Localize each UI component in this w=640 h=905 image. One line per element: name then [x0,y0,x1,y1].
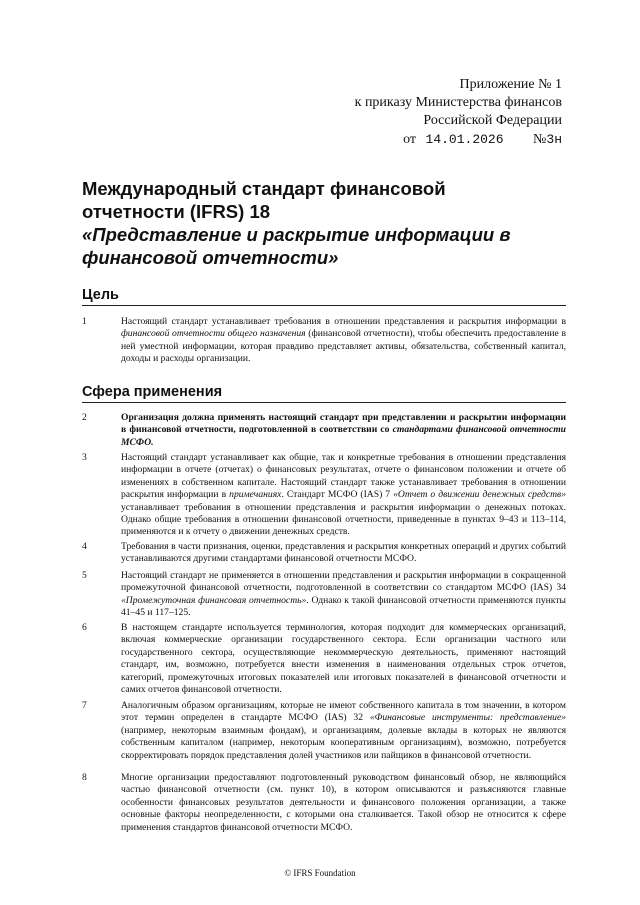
order-date: 14.01.2026 [425,132,504,147]
appendix-line-1: Приложение № 1 [459,77,562,92]
paragraph-4 [82,541,566,566]
paragraph-1 [82,316,566,366]
title-line-1: Международный стандарт финансовой [82,178,446,199]
paragraph-number: 6 [82,622,87,633]
page-footer: © IFRS Foundation [284,868,356,878]
paragraph-text: Организация должна применять настоящий стандарт при представлении и раскрытии информации в финансовой отчетности, подготовленной в соответствии со стандартами финансовой отчетности МСФО. [121,412,566,448]
paragraph-text: Многие организации предоставляют подготовленный руководством финансовый обзор, не являющийся частью финансовой отчетности (см. пункт 10), в котором описываются и разъясняются главные особенности финансовых результатов деятельности и финансового положения организации, а также основные факторы неопределенности, с которыми она сталкивается. Такой обзор не относится к сфере применения стандартов финансовой отчетности МСФО. [121,772,566,833]
paragraph-number: 1 [82,316,87,327]
order-date-line [300,131,562,149]
paragraph-number: 3 [82,452,87,463]
paragraph-text: Настоящий стандарт устанавливает требования в отношении представления и раскрытия информации в финансовой отчетности общего назначения (финансовой отчетности), чтобы обеспечить предоставление в ней уместной информации, которая правдиво представляет активы, обязательства, собственный капитал, доходы и расходы организации. [121,316,566,365]
paragraph-7 [82,700,566,762]
document-title [82,177,602,269]
paragraph-number: 4 [82,541,87,552]
section-heading-scope: Сфера применения [82,383,566,403]
paragraph-8 [82,772,566,834]
paragraph-2 [82,412,566,449]
paragraph-number: 5 [82,570,87,581]
number-prefix: № [533,132,547,147]
paragraph-5 [82,570,566,620]
paragraph-6 [82,622,566,696]
paragraph-text: Требования в части признания, оценки, представления и раскрытия конкретных операций и других событий устанавливаются другими стандартами финансовой отчетности МСФО. [121,541,566,565]
paragraph-number: 2 [82,412,87,423]
appendix-line-3: Российской Федерации [423,113,562,128]
paragraph-text: Аналогичным образом организациям, которые не имеют собственного капитала в том значении, в котором этот термин определен в стандарте МСФО (IAS) 32 «Финансовые инструменты: представление» (например, некоторым взаимным фондам), и организациям, долевые вклады в которых не являются собственным капиталом (например, некоторым кооперативным организациям), возможно, потребуется скорректировать порядок представления долей участников или пайщиков в финансовой отчетности. [121,700,567,761]
appendix-header [300,76,562,149]
paragraph-text: В настоящем стандарте используется терминология, которая подходит для коммерческих организаций, включая коммерческие организации государственного сектора. Если организации частного или государственного сектора, осуществляющие некоммерческую деятельность, применяют настоящий стандарт, им, возможно, потребуется внести изменения в наименования отдельных строк отчетов, категорий, промежуточных итоговых показателей или итоговых показателей в финансовой отчетности и самих отчетов финансовой отчетности. [121,622,566,696]
section-heading-goal: Цель [82,286,566,306]
paragraph-text: Настоящий стандарт не применяется в отношении представления и раскрытия информации в сокращенной промежуточной финансовой отчетности, подготовленной в соответствии со стандартом МСФО (IAS) 34 «Промежуточная финансовая отчетность». Однако к такой финансовой отчетности применяются пункты 41–45 и 117–125. [121,570,566,619]
paragraph-number: 7 [82,700,87,711]
paragraph-number: 8 [82,772,87,783]
title-line-2: отчетности (IFRS) 18 [82,201,271,222]
appendix-line-2: к приказу Министерства финансов [354,95,562,110]
title-line-4: финансовой отчетности» [82,247,339,268]
date-prefix: от [403,132,417,147]
paragraph-3 [82,452,566,539]
title-line-3: «Представление и раскрытие информации в [82,224,511,245]
order-number: 3н [546,132,562,147]
paragraph-text: Настоящий стандарт устанавливает как общие, так и конкретные требования в отношении представления информации в отчете (отчетах) о финансовых результатах, отчете о финансовом положении и отчете об изменениях в собственном капитале. Настоящий стандарт также устанавливает требования в отношении раскрытия информации в примечаниях. Стандарт МСФО (IAS) 7 «Отчет о движении денежных средств» устанавливает требования в отношении представления и раскрытия информации о денежных потоках. Однако общие требования в отношении финансовой отчетности, приведенные в пунктах 9–43 и 113–114, применяются и к отчету о движении денежных средств. [121,452,566,538]
